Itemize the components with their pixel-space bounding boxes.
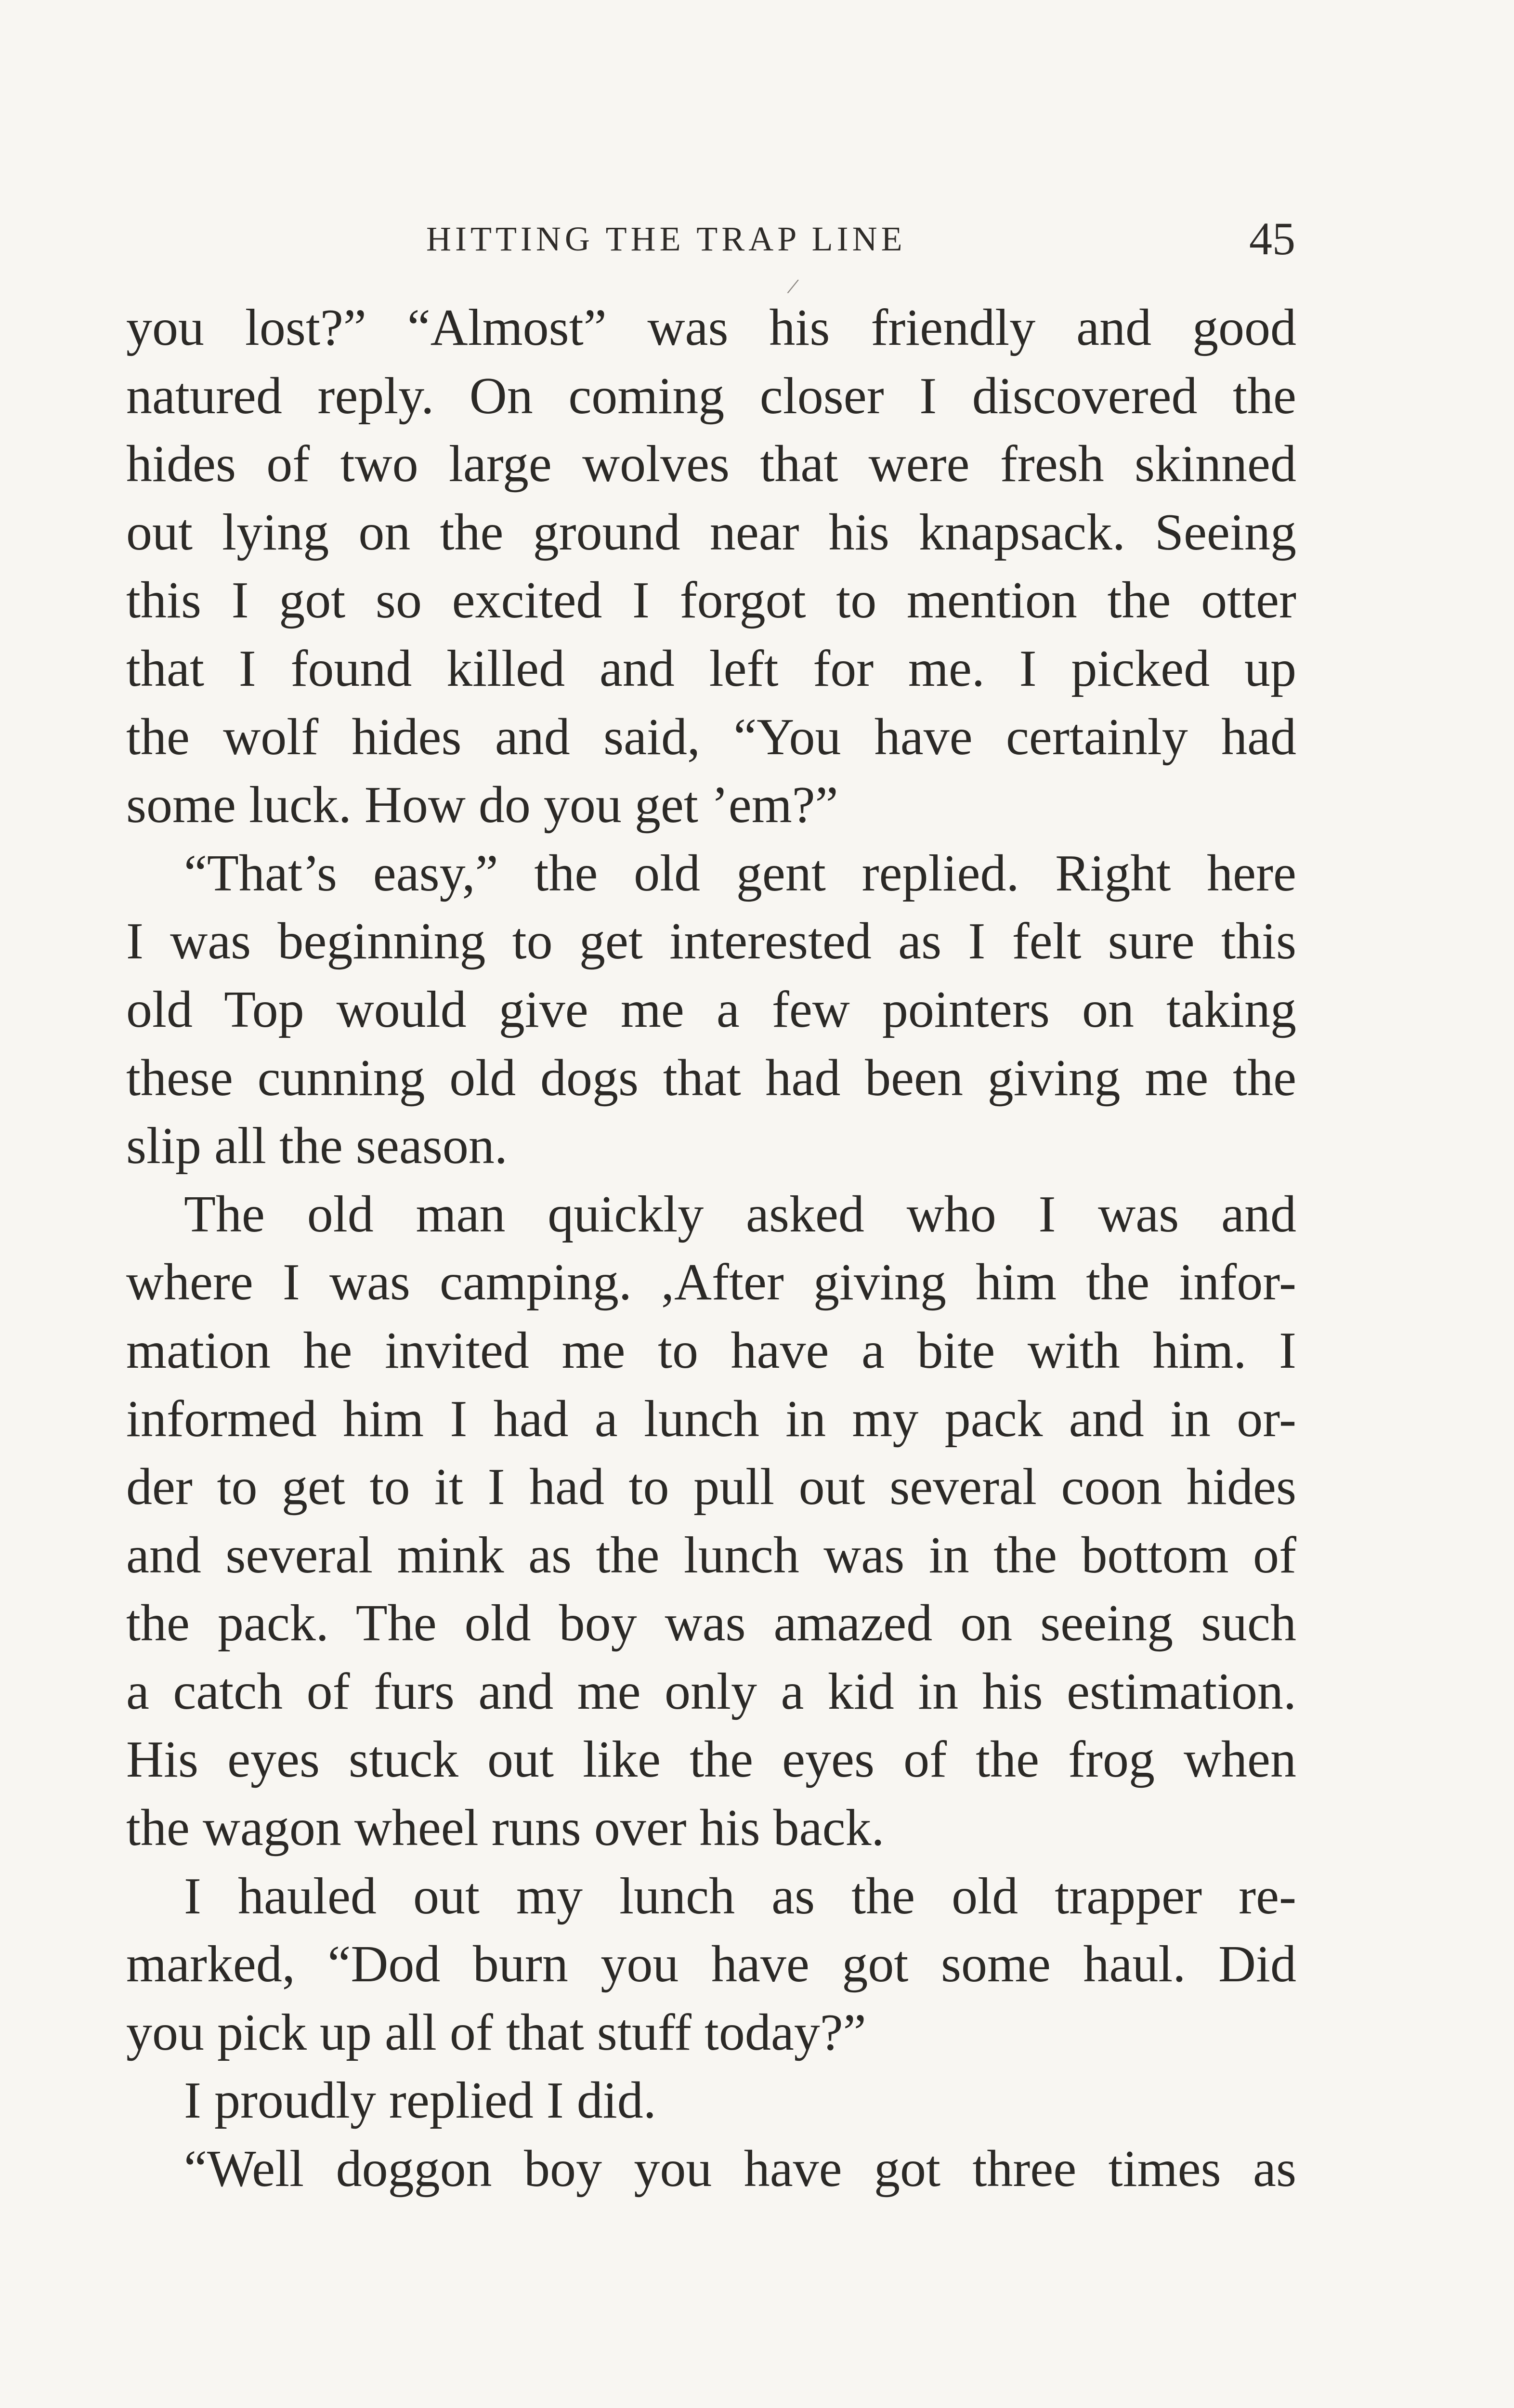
- text-line: old Top would give me a few pointers on taking: [126, 981, 1296, 1038]
- text-line: natured reply. On coming closer I discovered the: [126, 367, 1296, 425]
- stray-ink-mark: /: [785, 272, 801, 300]
- text-line: mation he invited me to have a bite with him. I: [126, 1322, 1296, 1379]
- text-line: the wolf hides and said, “You have certainly had: [126, 708, 1296, 766]
- text-line: informed him I had a lunch in my pack and in or-: [126, 1390, 1296, 1448]
- text-line: hides of two large wolves that were fresh skinned: [126, 435, 1296, 493]
- text-line: you lost?” “Almost” was his friendly and good: [126, 299, 1296, 356]
- page-number: 45: [1249, 213, 1295, 264]
- text-line: some luck. How do you get ’em?”: [126, 776, 838, 834]
- text-line: His eyes stuck out like the eyes of the frog when: [126, 1731, 1296, 1789]
- text-line: you pick up all of that stuff today?”: [126, 2003, 866, 2061]
- text-line: The old man quickly asked who I was and: [184, 1185, 1296, 1243]
- text-line: “Well doggon boy you have got three times as: [184, 2140, 1296, 2198]
- text-line: and several mink as the lunch was in the bottom of: [126, 1526, 1296, 1584]
- text-line: slip all the season.: [126, 1117, 508, 1175]
- text-line: “That’s easy,” the old gent replied. Right here: [184, 844, 1296, 902]
- text-line: out lying on the ground near his knapsack. Seeing: [126, 503, 1296, 561]
- running-head: [125, 212, 1295, 265]
- text-line: the wagon wheel runs over his back.: [126, 1799, 885, 1857]
- text-line: marked, “Dod burn you have got some haul. Did: [126, 1936, 1296, 1993]
- text-line: I proudly replied I did.: [184, 2072, 656, 2130]
- text-line: I hauled out my lunch as the old trapper re-: [184, 1867, 1296, 1925]
- text-line: I was beginning to get interested as I felt sure this: [126, 913, 1296, 970]
- text-line: a catch of furs and me only a kid in his estimation.: [126, 1662, 1296, 1720]
- text-line: where I was camping. ,After giving him the infor-: [126, 1254, 1296, 1311]
- text-line: der to get to it I had to pull out several coon hides: [126, 1458, 1296, 1516]
- text-line: the pack. The old boy was amazed on seeing such: [126, 1595, 1296, 1652]
- running-title: HITTING THE TRAP LINE: [426, 220, 906, 258]
- text-line: this I got so excited I forgot to mention the otter: [126, 572, 1296, 629]
- text-line: that I found killed and left for me. I picked up: [126, 640, 1296, 697]
- body-text: [126, 294, 1296, 2203]
- text-line: these cunning old dogs that had been giving me the: [126, 1049, 1296, 1107]
